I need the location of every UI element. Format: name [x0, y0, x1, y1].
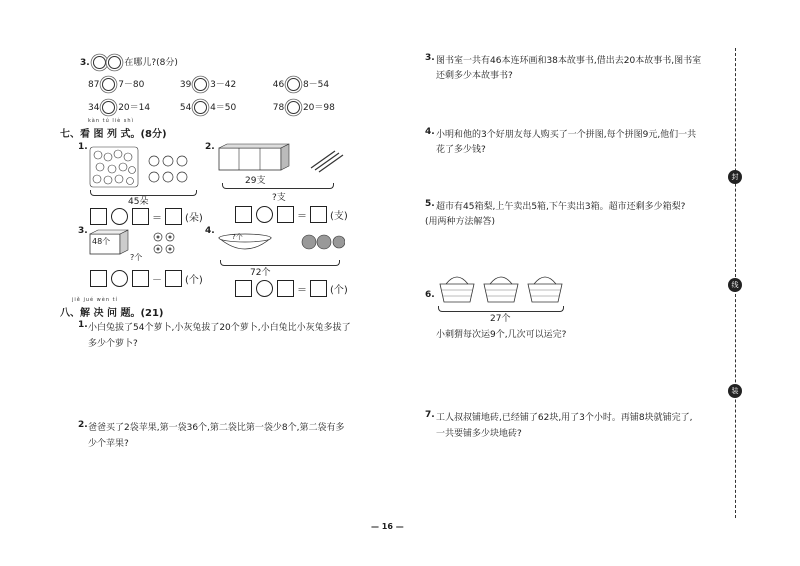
- answer-box[interactable]: [132, 270, 149, 287]
- q3-row-2: [88, 100, 353, 114]
- unit-label: (个): [185, 275, 203, 286]
- sun-equation: 87 7－80: [88, 80, 145, 90]
- picture-3-number: 3.: [78, 226, 88, 236]
- sun-icon: [287, 78, 300, 91]
- problem-2-line-1: 爸爸买了2袋苹果,第一袋36个,第二袋比第一袋少8个,第二袋有多: [88, 423, 345, 433]
- problem-r5-line-1: 超市有45箱梨,上午卖出5箱,下午卖出3箱。超市还剩多少箱梨?: [436, 202, 686, 212]
- unit-label: (支): [330, 211, 348, 222]
- problem-r6-number: 6.: [425, 290, 435, 300]
- q3-row-1: [88, 77, 353, 91]
- picture-4-unknown: ?个: [232, 233, 243, 241]
- answer-row-2: ＝ (支): [233, 206, 349, 223]
- flowers-illustration: [88, 145, 198, 195]
- sun-equation: 78 20＝98: [272, 103, 335, 113]
- sun-equation: 54 4＝50: [179, 103, 237, 113]
- sun-icon: [194, 78, 207, 91]
- sun-icon: [93, 56, 106, 69]
- picture-3-given: 48个: [92, 237, 111, 246]
- picture-2-unknown: ?支: [272, 193, 286, 203]
- brace: [220, 260, 340, 266]
- pencil-boxes-illustration: [215, 143, 345, 188]
- sun-icon: [287, 101, 300, 114]
- problem-r5-number: 5.: [425, 199, 435, 209]
- answer-box[interactable]: [132, 208, 149, 225]
- operator-circle[interactable]: [256, 206, 273, 223]
- answer-box[interactable]: [165, 208, 182, 225]
- problem-r4-number: 4.: [425, 127, 435, 137]
- picture-1-total: 45朵: [128, 197, 149, 207]
- answer-box[interactable]: [90, 208, 107, 225]
- problem-r4-line-1: 小明和他的3个好朋友每人购买了一个拼图,每个拼图9元,他们一共: [436, 130, 697, 140]
- sun-equation: 46 8－54: [272, 80, 330, 90]
- picture-2-given: 29支: [245, 176, 266, 186]
- section-7-title: 七、看 图 列 式。(8分): [60, 129, 167, 140]
- brace: [222, 183, 334, 189]
- sun-icon: [194, 101, 207, 114]
- problem-r5-line-2: (用两种方法解答): [425, 217, 496, 227]
- sun-icon: [102, 78, 115, 91]
- section-8-title: 八、解 决 问 题。(21): [60, 308, 164, 319]
- answer-box[interactable]: [165, 270, 182, 287]
- unit-label: (个): [330, 285, 348, 296]
- problem-r7-line-1: 工人叔叔铺地砖,已经铺了62块,用了3个小时。再铺8块就铺完了,: [436, 413, 693, 423]
- answer-box[interactable]: [235, 280, 252, 297]
- sun-equation: 34 20＝14: [88, 103, 151, 113]
- problem-r6-total: 27个: [490, 314, 511, 324]
- sun-icon: [102, 101, 115, 114]
- problem-r6-question: 小刺猬每次运9个,几次可以运完?: [436, 330, 567, 340]
- problem-r7-number: 7.: [425, 410, 435, 420]
- q3-title: 在哪儿?(8分): [124, 58, 178, 68]
- picture-1-number: 1.: [78, 142, 88, 152]
- picture-2-number: 2.: [205, 142, 215, 152]
- operator-circle[interactable]: [111, 270, 128, 287]
- answer-box[interactable]: [235, 206, 252, 223]
- section-7-pinyin: kàn tú liè shì: [88, 118, 134, 124]
- problem-r7-line-2: 一共要铺多少块地砖?: [436, 429, 522, 439]
- section-8-pinyin: jiě jué wèn tí: [72, 297, 118, 303]
- picture-4-total: 72个: [250, 268, 271, 278]
- problem-2-number: 2.: [78, 420, 88, 430]
- binding-seal: 装: [728, 384, 742, 398]
- operator-circle[interactable]: [256, 280, 273, 297]
- answer-row-1: ＝ (朵): [88, 208, 204, 225]
- problem-r3-line-2: 还剩多少本故事书?: [436, 71, 513, 81]
- problem-r4-line-2: 花了多少钱?: [436, 145, 486, 155]
- picture-4-number: 4.: [205, 226, 215, 236]
- answer-box[interactable]: [90, 270, 107, 287]
- operator-circle[interactable]: [111, 208, 128, 225]
- binding-seal: 封: [728, 170, 742, 184]
- picture-3-unknown: ?个: [130, 253, 143, 262]
- problem-2-line-2: 少个苹果?: [88, 439, 129, 449]
- q3-number: 3.: [80, 58, 90, 68]
- sun-icon: [108, 56, 121, 69]
- answer-row-3: － (个): [88, 270, 204, 287]
- problem-1-line-1: 小白兔拔了54个萝卜,小灰兔拔了20个萝卜,小白兔比小灰兔多拔了: [88, 323, 351, 333]
- baskets-illustration: [436, 270, 566, 306]
- unit-label: (朵): [185, 213, 203, 224]
- problem-r3-number: 3.: [425, 53, 435, 63]
- answer-box[interactable]: [277, 280, 294, 297]
- page-number: — 16 —: [371, 522, 404, 531]
- answer-box[interactable]: [310, 206, 327, 223]
- answer-box[interactable]: [277, 206, 294, 223]
- answer-row-4: ＝ (个): [233, 280, 349, 297]
- binding-seal: 线: [728, 278, 742, 292]
- q3-header: [80, 55, 178, 69]
- problem-1-number: 1.: [78, 320, 88, 330]
- answer-box[interactable]: [310, 280, 327, 297]
- problem-1-line-2: 多少个萝卜?: [88, 339, 138, 349]
- sun-equation: 39 3－42: [179, 80, 237, 90]
- problem-r3-line-1: 图书室一共有46本连环画和38本故事书,借出去20本故事书,图书室: [436, 56, 702, 66]
